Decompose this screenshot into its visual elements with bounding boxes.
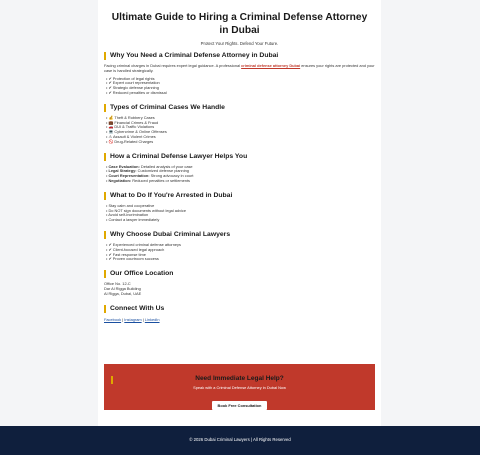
section-heading-arrested: What to Do If You're Arrested in Dubai xyxy=(104,192,375,200)
section-heading-office: Our Office Location xyxy=(104,270,375,278)
list-item: • ✔ Experienced criminal defense attorneys xyxy=(106,243,375,248)
tagline: Protect Your Rights. Defend Your Future. xyxy=(200,41,279,46)
choose-list xyxy=(106,243,375,262)
list-item: • Contact a lawyer immediately xyxy=(106,218,375,223)
address-line: Dar Al Rigga Building xyxy=(104,285,141,291)
list-item: • Do NOT sign documents without legal advice xyxy=(106,209,375,214)
article xyxy=(98,0,381,426)
briefcase-icon: 💼 xyxy=(108,119,114,125)
why-intro-after: ensures your rights are protected and your case is handled strategically. xyxy=(104,63,375,73)
instagram-link[interactable]: Instagram xyxy=(124,316,142,322)
list-item: • ✔ Reduced penalties or dismissal xyxy=(106,91,375,96)
why-intro xyxy=(104,64,375,74)
cta-banner xyxy=(104,364,375,410)
section-heading-types: Types of Criminal Cases We Handle xyxy=(104,104,375,112)
prohibited-icon: 🚫 xyxy=(108,138,114,144)
car-icon: 🚗 xyxy=(108,124,114,130)
page-title: Ultimate Guide to Hiring a Criminal Defense Attorney in Dubai xyxy=(111,12,368,36)
cta-heading: Need Immediate Legal Help? xyxy=(195,375,284,382)
link-separator: | xyxy=(142,316,144,322)
section-heading-helps: How a Criminal Defense Lawyer Helps You xyxy=(104,153,375,161)
link-separator: | xyxy=(122,316,124,322)
help-desc: Customized defense planning xyxy=(137,168,189,174)
list-item: • ✔ Strategic defense planning xyxy=(106,86,375,91)
helps-list xyxy=(106,165,375,184)
footer-text: © 2026 Dubai Criminal Lawyers | All Rights Reserved xyxy=(189,437,291,442)
section-heading-choose: Why Choose Dubai Criminal Lawyers xyxy=(104,231,375,239)
case-type-label: Drug-Related Charges xyxy=(114,138,154,144)
case-type-label: Assault & Violent Crimes xyxy=(112,133,156,139)
list-item: • ✔ Fast response time xyxy=(106,253,375,258)
money-bag-icon: 💰 xyxy=(108,114,114,120)
section-choose xyxy=(104,231,375,262)
address-line: Al Rigga, Dubai, UAE xyxy=(104,290,142,296)
help-desc: Reduced penalties or settlements xyxy=(132,177,190,183)
section-helps xyxy=(104,153,375,184)
laptop-icon: 💻 xyxy=(108,129,114,135)
help-desc: Strong advocacy in court xyxy=(150,173,194,179)
linkedin-link[interactable]: LinkedIn xyxy=(144,316,160,322)
types-list xyxy=(106,116,375,145)
list-item: • ✔ Expert court representation xyxy=(106,81,375,86)
criminal-defense-attorney-link[interactable]: criminal defense attorney Dubai xyxy=(241,63,301,68)
arrested-list xyxy=(106,204,375,223)
help-term: Legal Strategy: xyxy=(108,168,137,174)
book-consultation-button[interactable]: Book Free Consultation xyxy=(212,401,268,410)
list-item xyxy=(106,179,375,184)
facebook-link[interactable]: Facebook xyxy=(104,316,122,322)
list-item: • Stay calm and cooperative xyxy=(106,204,375,209)
case-type-label: Theft & Robbery Cases xyxy=(114,114,155,120)
list-item: • ✔ Proven courtroom success xyxy=(106,257,375,262)
list-item: • Avoid self-incrimination xyxy=(106,213,375,218)
section-heading-why: Why You Need a Criminal Defense Attorney in Dubai xyxy=(104,52,375,60)
section-arrested xyxy=(104,192,375,223)
case-type-label: DUI & Traffic Violations xyxy=(114,124,155,130)
warning-icon: ⚠ xyxy=(108,133,112,139)
help-term: Negotiation: xyxy=(108,177,132,183)
why-list xyxy=(106,77,375,96)
case-type-label: Financial Crimes & Fraud xyxy=(114,119,159,125)
list-item xyxy=(106,140,375,145)
section-why xyxy=(104,52,375,96)
case-type-label: Cybercrime & Online Offenses xyxy=(114,129,167,135)
why-intro-before: Facing criminal charges in Dubai requires expert legal guidance. A professional xyxy=(104,63,241,68)
office-address xyxy=(104,282,375,296)
help-term: Case Evaluation: xyxy=(108,163,140,169)
list-item: • ✔ Client-focused legal approach xyxy=(106,248,375,253)
address-line: Office No. 12-C xyxy=(104,281,131,287)
section-office xyxy=(104,270,375,296)
section-types xyxy=(104,104,375,145)
social-links xyxy=(104,317,375,322)
cta-accent-bar xyxy=(111,376,113,384)
list-item: • ✔ Protection of legal rights xyxy=(106,77,375,82)
cta-text: Speak with a Criminal Defense Attorney in Dubai Now xyxy=(193,385,286,390)
help-term: Court Representation: xyxy=(108,173,150,179)
section-connect xyxy=(104,305,375,322)
footer xyxy=(0,426,480,455)
section-heading-connect: Connect With Us xyxy=(104,305,375,313)
help-desc: Detailed analysis of your case xyxy=(140,163,193,169)
